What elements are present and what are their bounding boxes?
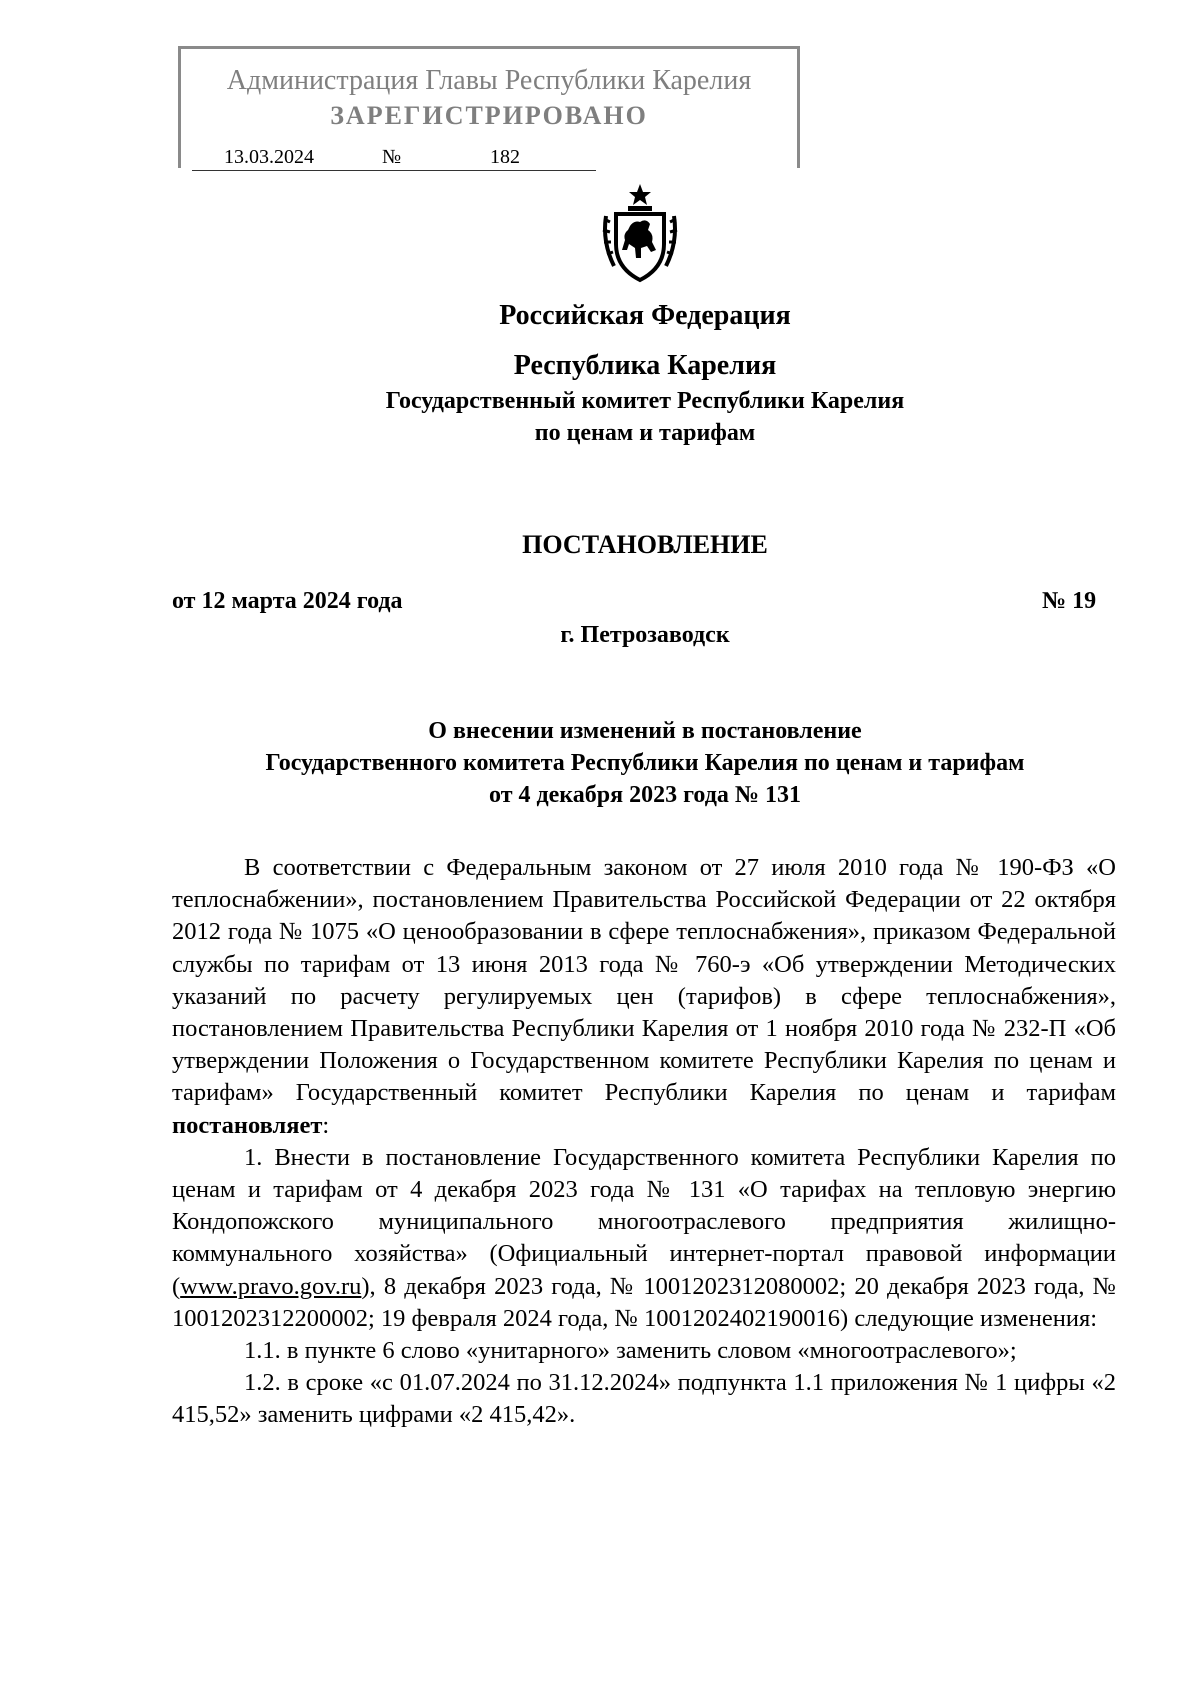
document-number: № 19 — [1042, 588, 1097, 614]
header-country: Российская Федерация — [499, 300, 791, 331]
stamp-registered: ЗАРЕГИСТРИРОВАНО — [330, 101, 648, 130]
paragraph-item-1 — [172, 1142, 1116, 1335]
resolution-verb: постановляет — [172, 1111, 323, 1139]
karelia-coat-of-arms-icon — [600, 182, 680, 286]
paragraph-item-1-2: 1.2. в сроке «с 01.07.2024 по 31.12.2024» подпункта 1.1 приложения № 1 цифры «2 415,52» заменить цифрами «2 415,42». — [172, 1369, 1116, 1429]
stamp-authority: Администрация Главы Республики Карелия — [226, 65, 752, 96]
pravo-link[interactable]: www.pravo.gov.ru — [180, 1272, 362, 1300]
paragraph-item-1-1: 1.1. в пункте 6 слово «унитарного» заменить словом «многоотраслевого»; — [244, 1337, 1017, 1365]
stamp-reg-no-label: № — [382, 146, 402, 168]
preamble-colon: : — [322, 1111, 330, 1139]
header-committee-line1: Государственный комитет Республики Карелия — [385, 388, 905, 414]
title-line2: Государственного комитета Республики Карелия по ценам и тарифам — [265, 750, 1025, 776]
stamp-reg-no: 182 — [490, 146, 520, 168]
item-1-text-a: 1. Внести в постановление Государственного комитета Республики Карелия по ценам и тарифам от 4 декабря 2023 года № 131 «О тарифах на тепловую энергию Кондопожского муниципального многоотраслевого предприятия жилищно-коммунального хозяйства» (Официальный интернет-портал правовой информации ( — [172, 1143, 1116, 1300]
title-line3: от 4 декабря 2023 года № 131 — [489, 782, 801, 808]
header-committee-line2: по ценам и тарифам — [534, 420, 756, 446]
title-line1: О внесении изменений в постановление — [428, 718, 862, 744]
document-body — [172, 852, 1116, 1432]
stamp-registration-line — [192, 146, 596, 171]
stamp-reg-date: 13.03.2024 — [224, 146, 314, 168]
header-republic: Республика Карелия — [513, 350, 777, 381]
document-date: от 12 марта 2024 года — [172, 588, 403, 614]
preamble-text: В соответствии с Федеральным законом от 27 июля 2010 года № 190-ФЗ «О теплоснабжении», постановлением Правительства Российской Федерации от 22 октября 2012 года № 1075 «О ценообразовании в сфере теплоснабжения», приказом Федеральной службы по тарифам от 13 июня 2013 года № 760-э «Об утверждении Методических указаний по расчету регулируемых цен (тарифов) в сфере теплоснабжения», постановлением Правительства Республики Карелия от 1 ноября 2010 года № 232-П «Об утверждении Положения о Государственном комитете Республики Карелия по ценам и тарифам» Государственный комитет Республики Карелия по ценам и тарифам — [172, 854, 1116, 1107]
paragraph-preamble — [172, 852, 1116, 1142]
document-type: ПОСТАНОВЛЕНИЕ — [522, 530, 768, 559]
document-city: г. Петрозаводск — [560, 622, 730, 648]
item-1-text-b: ), 8 декабря 2023 года, № 1001202312080002; 20 декабря 2023 года, № 1001202312200002; 19 февраля 2024 года, № 1001202402190016) следующие изменения: — [172, 1272, 1116, 1332]
